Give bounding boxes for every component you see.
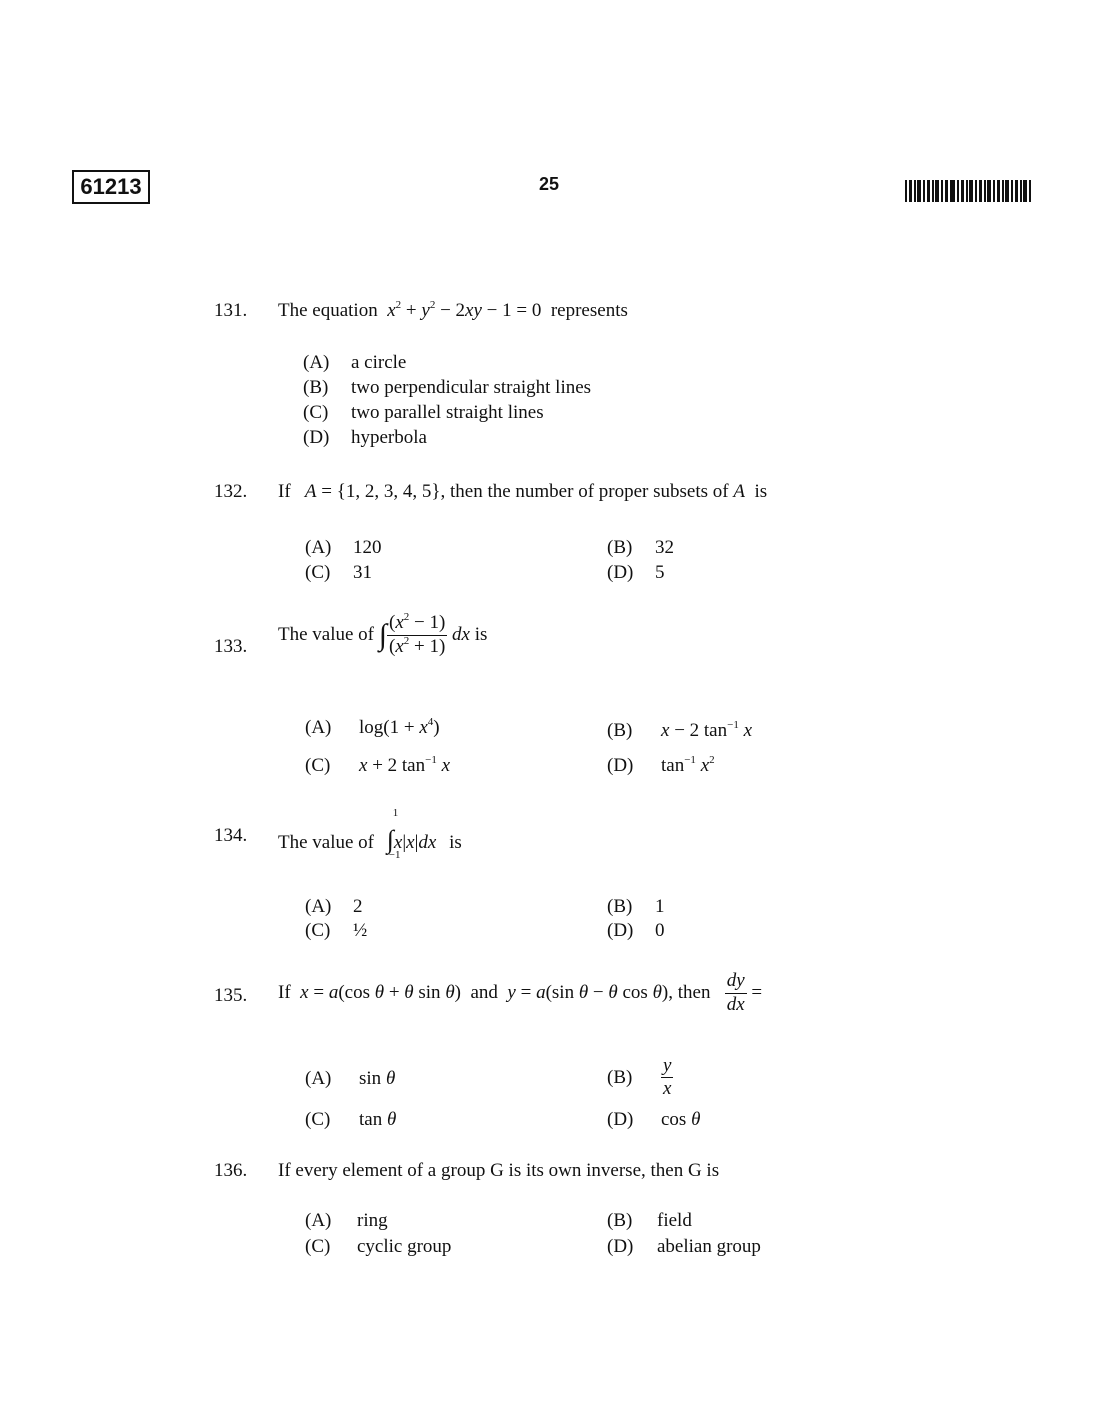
y-expression: y = a(sin θ − θ cos θ) xyxy=(507,981,669,1003)
integral-expression: 1 ∫x|x|dx −1 xyxy=(386,807,437,861)
option-c-math: tan θ xyxy=(359,1109,397,1130)
option-c-math: x + 2 $\tan^{-1} x$ xyxy=(359,754,451,776)
question-number: 132. xyxy=(214,481,248,502)
option-c: (C) 31 xyxy=(305,562,372,583)
option-a: (A) $\log(1 + x^4)$ xyxy=(305,716,440,738)
option-d: (D) 5 xyxy=(607,562,665,583)
option-b: (B) two perpendicular straight lines xyxy=(303,377,592,398)
option-a-math: sin θ xyxy=(359,1068,396,1089)
option-d-math: cos θ xyxy=(661,1109,701,1130)
option-b: (B) 1 xyxy=(607,896,665,917)
option-c: (C) ½ xyxy=(305,920,368,941)
option-b-math: x − 2 $\tan^{-1} x$ xyxy=(661,719,753,741)
option-c: (C) cyclic group xyxy=(305,1236,452,1257)
question-text: If A = {1, 2, 3, 4, 5}, then the number of proper subsets of A is xyxy=(278,481,768,502)
question-text: If every element of a group G is its own inverse, then G is xyxy=(278,1160,720,1181)
option-c: (C) x + 2 $\tan^{-1} x$ xyxy=(305,754,451,776)
question-number: 131. xyxy=(214,300,248,321)
derivative-expression: $\frac{dy}{dx}$ = xyxy=(726,970,763,1015)
option-a: (A) sin θ xyxy=(305,1068,396,1089)
option-b: (B) $\frac{y}{x}$ xyxy=(607,1055,672,1099)
option-b: (B) 32 xyxy=(607,537,674,558)
paper-code: 61213 xyxy=(72,170,150,204)
option-d: (D) abelian group xyxy=(607,1236,761,1257)
question-text: The equation $x^2 + y^2 - 2xy - 1 = 0$ represents xyxy=(278,299,628,321)
equation: $x^2 + y^2 - 2xy - 1 = 0$ xyxy=(387,299,547,321)
question-text: The value of 1 ∫x|x|dx −1 is xyxy=(278,807,462,861)
option-d: (D) 0 xyxy=(607,920,665,941)
question-number: 136. xyxy=(214,1160,248,1181)
option-d: (D) cos θ xyxy=(607,1109,701,1130)
question-text: If x = a(cos θ + θ sin θ) and y = a(sin θ − θ cos θ), then $\frac{dy}{dx}$ = xyxy=(278,970,763,1015)
barcode-icon xyxy=(905,180,1033,202)
x-expression: x = a(cos θ + θ sin θ) xyxy=(300,981,466,1003)
option-a: (A) 2 xyxy=(305,896,363,917)
question-text: The value of ∫ $\frac{(x^2 - 1)}{(x^2 + 1)}$ dx is xyxy=(278,611,488,657)
option-c: (C) two parallel straight lines xyxy=(303,402,544,423)
option-a: (A) 120 xyxy=(305,537,382,558)
set-expression: A = {1, 2, 3, 4, 5} xyxy=(304,481,441,502)
option-a-math: $\log(1 + x^4)$ xyxy=(359,716,440,738)
option-d-math: $\tan^{-1} x^2$ xyxy=(661,754,715,776)
integral-expression: ∫ $\frac{(x^2 - 1)}{(x^2 + 1)}$ dx xyxy=(378,611,470,657)
option-d: (D) $\tan^{-1} x^2$ xyxy=(607,754,715,776)
option-c: (C) tan θ xyxy=(305,1109,397,1130)
question-number: 135. xyxy=(214,985,248,1006)
option-a: (A) ring xyxy=(305,1210,388,1231)
option-d: (D) hyperbola xyxy=(303,427,427,448)
option-a: (A) a circle xyxy=(303,352,407,373)
page-number: 25 xyxy=(539,174,560,194)
option-b: (B) field xyxy=(607,1210,692,1231)
question-number: 134. xyxy=(214,825,248,846)
option-b-math: $\frac{y}{x}$ xyxy=(663,1055,672,1099)
option-b: (B) x − 2 $\tan^{-1} x$ xyxy=(607,719,753,741)
question-number: 133. xyxy=(214,636,248,657)
